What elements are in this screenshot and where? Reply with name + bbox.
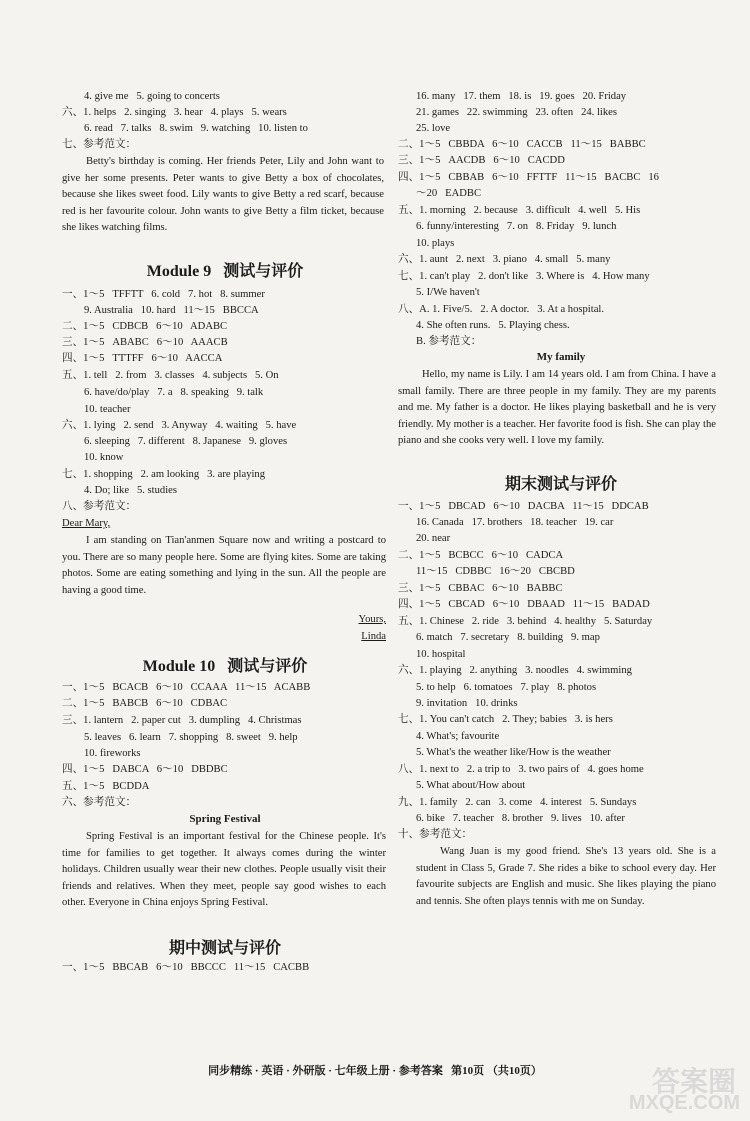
answer-line: 六、1. helps 2. singing 3. hear 4. plays 5. wears [62, 107, 287, 118]
answer-line: 一、1～5 TFFTT 6. cold 7. hot 8. summer [62, 289, 265, 300]
answer-line: 4. What's; favourite [416, 731, 500, 742]
section-label: 七、参考范文： [62, 139, 137, 150]
answer-line: 六、1. lying 2. send 3. Anyway 4. waiting 5. have [62, 420, 297, 431]
answer-line: 5. What's the weather like/How is the weather [416, 747, 611, 758]
answer-line: 三、1～5 AACDB 6～10 CACDD [398, 155, 565, 166]
answer-line: 6. sleeping 7. different 8. Japanese 9. gloves [84, 436, 288, 447]
answer-line: 9. Australia 10. hard 11～15 BBCCA [84, 305, 259, 316]
answer-line: 25. love [416, 123, 451, 134]
section-label: 八、参考范文： [62, 501, 137, 512]
answer-line: 五、1. morning 2. because 3. difficult 4. well 5. His [398, 205, 641, 216]
answer-line: 20. near [416, 533, 451, 544]
section-label: 十、参考范文： [398, 829, 473, 840]
answer-line: 三、1. lantern 2. paper cut 3. dumpling 4. Christmas [62, 715, 302, 726]
answer-line: 11～15 CDBBC 16～20 CBCBD [416, 566, 575, 577]
watermark-text: 答案圈 [651, 1066, 736, 1097]
letter-closing: Yours, [358, 614, 386, 625]
answer-line: 6. funny/interesting 7. on 8. Friday 9. lunch [416, 221, 617, 232]
answer-line: 八、1. next to 2. a trip to 3. two pairs of 4. goes home [398, 764, 644, 775]
midterm-title: 期中测试与评价 [168, 940, 281, 957]
answer-line: 二、1～5 BABCB 6～10 CDBAC [62, 698, 228, 709]
essay-my-family [398, 367, 716, 450]
answer-line: 七、1. shopping 2. am looking 3. are playing [62, 469, 266, 480]
answer-line: 21. games 22. swimming 23. often 24. likes [416, 107, 617, 118]
watermark-logo [604, 1060, 744, 1118]
answer-line: 九、1. family 2. can 3. come 4. interest 5. Sundays [398, 797, 637, 808]
answer-line: 10. know [84, 452, 124, 463]
answer-line: 五、1. tell 2. from 3. classes 4. subjects 5. On [62, 370, 279, 381]
answer-line: 七、1. can't play 2. don't like 3. Where is 4. How many [398, 271, 650, 282]
answer-line: 五、1. Chinese 2. ride 3. behind 4. healthy 5. Saturday [398, 616, 653, 627]
essay-title: Spring Festival [189, 813, 261, 825]
answer-line: 4. She often runs. 5. Playing chess. [416, 320, 570, 331]
answer-line: 五、1～5 BCDDA [62, 781, 150, 792]
essay-text: Wang Juan is my good friend. She's 13 years old. She is a student in Class 5, Grade 7. She rides a bike to school every day. Her favourite subjects are English and music. She likes playing the piano and tennis. She often plays tennis with me on Sunday. [416, 846, 716, 907]
answer-line: 6. match 7. secretary 8. building 9. map [416, 632, 600, 643]
answer-line: 二、1～5 CBBDA 6～10 CACCB 11～15 BABBC [398, 139, 646, 150]
letter-body [62, 533, 386, 599]
answer-line: 6. have/do/play 7. a 8. speaking 9. talk [84, 387, 264, 398]
essay-wang-juan [416, 844, 716, 910]
answer-line: 二、1～5 CDBCB 6～10 ADABC [62, 321, 228, 332]
answer-line: 16. many 17. them 18. is 19. goes 20. Friday [416, 91, 627, 102]
essay-text: Betty's birthday is coming. Her friends Peter, Lily and John want to give her some presents. Peter wants to give Betty a box of chocolates, because she likes sweet food. Lily wants to give Betty a red scarf, because red is her favourite colour. John wants to give Betty a film ticket, because she likes watching films. [62, 156, 384, 234]
answer-line: 三、1～5 ABABC 6～10 AAACB [62, 337, 228, 348]
answer-line: 10. plays [416, 238, 455, 249]
answer-line: 10. hospital [416, 649, 466, 660]
answer-line: 4. Do; like 5. studies [84, 485, 177, 496]
answer-line: 八、A. 1. Five/5. 2. A doctor. 3. At a hospital. [398, 304, 604, 315]
answer-line: 4. give me 5. going to concerts [84, 91, 220, 102]
answer-line: 5. What about/How about [416, 780, 526, 791]
answer-line: 六、1. aunt 2. next 3. piano 4. small 5. many [398, 254, 611, 265]
answer-line: 六、1. playing 2. anything 3. noodles 4. swimming [398, 665, 632, 676]
watermark-url: MXQE.COM [628, 1092, 740, 1114]
answer-line: 10. teacher [84, 404, 131, 415]
answer-line: ～20 EADBC [416, 188, 482, 199]
letter-greeting: Dear Mary, [62, 518, 111, 529]
answer-line: 三、1～5 CBBAC 6～10 BABBC [398, 583, 563, 594]
final-exam-title: 期末测试与评价 [504, 476, 617, 493]
essay-text: Hello, my name is Lily. I am 14 years old. I am from China. I have a small family. There are three people in my family. They are my parents and me. My father is a doctor. He likes playing basketball and he is very friendly. My mother is a teacher. Her favorite food is fish. She can play the piano and she cooks very well. I love my family. [398, 369, 716, 447]
letter-text: I am standing on Tian'anmen Square now and writing a postcard to you. There are so many people here. Some are flying kites. Some are taking photos. Some are eating something and lying in the sun. All the people are having a good time. [62, 535, 386, 596]
essay-birthday [62, 154, 384, 237]
essay-spring-festival [62, 829, 386, 912]
answer-line: 七、1. You can't catch 2. They; babies 3. is hers [398, 714, 613, 725]
answer-line: 四、1～5 DABCA 6～10 DBDBC [62, 764, 228, 775]
answer-line: 10. fireworks [84, 748, 141, 759]
essay-title: My family [536, 351, 586, 363]
answer-line: 一、1～5 DBCAD 6～10 DACBA 11～15 DDCAB [398, 501, 649, 512]
answer-line: 16. Canada 17. brothers 18. teacher 19. car [416, 517, 614, 528]
answer-line: 一、1～5 BCACB 6～10 CCAAA 11～15 ACABB [62, 682, 311, 693]
answer-line: 5. to help 6. tomatoes 7. play 8. photos [416, 682, 597, 693]
answer-line: 6. read 7. talks 8. swim 9. watching 10. listen to [84, 123, 308, 134]
page-footer: 同步精练 · 英语 · 外研版 · 七年级上册 · 参考答案 第10页 （共10页） [208, 1065, 542, 1077]
answer-line: 二、1～5 BCBCC 6～10 CADCA [398, 550, 564, 561]
answer-line: 5. leaves 6. learn 7. shopping 8. sweet 9. help [84, 732, 298, 743]
module9-title: Module 9 测试与评价 [146, 263, 304, 280]
section-label: 六、参考范文： [62, 797, 137, 808]
letter-signature: Linda [361, 631, 386, 642]
answer-line: 四、1～5 TTTFF 6～10 AACCA [62, 353, 223, 364]
answer-line: 一、1～5 BBCAB 6～10 BBCCC 11～15 CACBB [62, 962, 310, 973]
essay-text: Spring Festival is an important festival for the Chinese people. It's time for families to get together. It always comes during the winter holidays. Children usually wear their new clothes. People usually visit their friends and relatives. When they meet, people say good wishes to each other. Everyone in China enjoys Spring Festival. [62, 831, 386, 909]
answer-line: 5. I/We haven't [416, 287, 480, 298]
module10-title: Module 10 测试与评价 [142, 658, 308, 675]
answer-line: 9. invitation 10. drinks [416, 698, 518, 709]
answer-line: 四、1～5 CBBAB 6～10 FFTTF 11～15 BACBC 16 [398, 172, 659, 183]
section-label: B. 参考范文： [416, 336, 482, 347]
answer-line: 6. bike 7. teacher 8. brother 9. lives 10. after [416, 813, 625, 824]
answer-line: 四、1～5 CBCAD 6～10 DBAAD 11～15 BADAD [398, 599, 650, 610]
